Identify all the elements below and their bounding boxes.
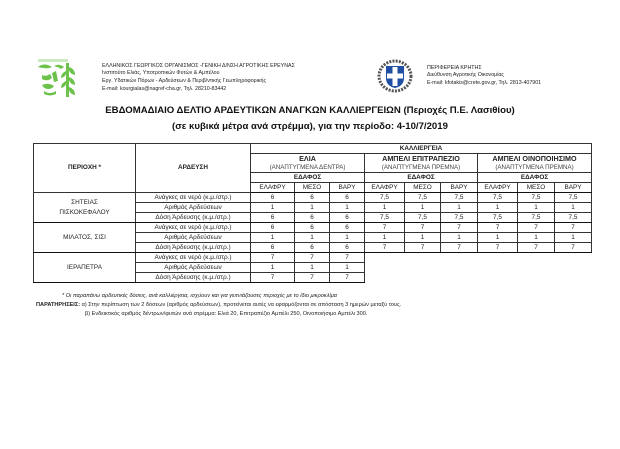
institute-line: Ινστιτούτο Ελιάς, Υποτροπικών Φυτών & Αμπέλου (102, 70, 220, 77)
empty-cell (405, 273, 441, 283)
value-cell: 7 (251, 253, 295, 263)
value-cell: 7 (478, 223, 518, 233)
value-cell: 1 (251, 203, 295, 213)
empty-cell (555, 263, 592, 273)
value-cell: 6 (251, 213, 295, 223)
table-row (34, 193, 592, 203)
institute-line: Εργ. Υδατικών Πόρων - Αρδεύσεων & Περιβ/ντικής Γεωπληροφορικής (102, 78, 267, 84)
value-cell: 7,5 (405, 213, 441, 223)
institute-info (102, 63, 295, 93)
value-cell: 7,5 (518, 213, 555, 223)
soil-light: ΕΛΑΦΡΥ (365, 183, 405, 193)
value-cell: 7 (365, 243, 405, 253)
value-cell: 1 (330, 203, 365, 213)
table-row (34, 223, 592, 233)
irrigation-table (33, 143, 592, 283)
table-row (34, 253, 592, 263)
remark-a-text: α) Στην περίπτωση των 2 δόσεων (αριθμός αρδεύσεων), προτείνεται αυτές να εφαρμόζονται σε απόσταση 3 ημερών μεταξύ τους. (81, 302, 402, 308)
value-cell: 6 (330, 243, 365, 253)
value-cell: 7,5 (518, 193, 555, 203)
value-cell: 7 (518, 223, 555, 233)
value-cell: 6 (330, 223, 365, 233)
value-cell: 7 (295, 253, 330, 263)
header-region: ΠΕΡΙΟΧΗ * (34, 144, 136, 193)
empty-cell (518, 253, 555, 263)
empty-cell (365, 253, 405, 263)
metric-label: Δόση Άρδευσης (κ.μ./στρ.) (136, 273, 251, 283)
value-cell: 6 (295, 193, 330, 203)
soil-label: ΕΔΑΦΟΣ (251, 173, 365, 183)
soil-light: ΕΛΑΦΡΥ (251, 183, 295, 193)
value-cell: 1 (251, 233, 295, 243)
value-cell: 1 (295, 233, 330, 243)
footnote: * Οι παραπάνω αρδευτικές δόσεις, ανά καλλιέργεια, ισχύουν και για γειτνιάζουσες περιοχές με το ίδιο μικροκλίμα (62, 293, 337, 299)
region-name-line: ΣΗΤΕΙΑΣ (71, 198, 98, 206)
empty-cell (441, 263, 478, 273)
soil-medium: ΜΕΣΟ (405, 183, 441, 193)
soil-medium: ΜΕΣΟ (518, 183, 555, 193)
empty-cell (518, 273, 555, 283)
region-name (34, 193, 136, 223)
crop-olive: ΕΛΙΑ (251, 154, 365, 164)
value-cell: 6 (295, 223, 330, 233)
value-cell: 7 (251, 273, 295, 283)
soil-heavy: ΒΑΡΥ (555, 183, 592, 193)
header-crops-group: ΚΑΛΛΙΕΡΓΕΙΑ (251, 144, 592, 154)
soil-label: ΕΔΑΦΟΣ (478, 173, 592, 183)
value-cell: 1 (295, 203, 330, 213)
value-cell: 7,5 (478, 213, 518, 223)
region-name-line: ΜΙΛΑΤΟΣ, ΣΙΣΙ (63, 233, 106, 241)
metric-label: Αριθμός Αρδεύσεων (136, 203, 251, 213)
value-cell: 7 (441, 243, 478, 253)
value-cell: 7 (441, 223, 478, 233)
header-irrigation: ΑΡΔΕΥΣΗ (136, 144, 251, 193)
value-cell: 7 (405, 223, 441, 233)
value-cell: 1 (365, 233, 405, 243)
remarks-label: ΠΑΡΑΤΗΡΗΣΕΙΣ: (36, 302, 81, 308)
value-cell: 1 (251, 263, 295, 273)
value-cell: 1 (441, 203, 478, 213)
header-right (377, 59, 541, 93)
value-cell: 6 (330, 213, 365, 223)
value-cell: 7,5 (365, 213, 405, 223)
value-cell: 7 (295, 273, 330, 283)
value-cell: 7 (365, 223, 405, 233)
value-cell: 1 (555, 233, 592, 243)
soil-heavy: ΒΑΡΥ (330, 183, 365, 193)
value-cell: 7 (405, 243, 441, 253)
value-cell: 6 (251, 193, 295, 203)
value-cell: 7,5 (555, 213, 592, 223)
empty-cell (518, 263, 555, 273)
empty-cell (365, 263, 405, 273)
metric-label: Ανάγκες σε νερό (κ.μ./στρ.) (136, 193, 251, 203)
header-left (34, 57, 295, 99)
metric-label: Δόση Άρδευσης (κ.μ./στρ.) (136, 243, 251, 253)
region-name (34, 223, 136, 253)
hellenic-emblem-icon (377, 59, 413, 93)
value-cell: 6 (330, 193, 365, 203)
document-subtitle: (σε κυβικά μέτρα ανά στρέμμα), για την περίοδο: 4-10/7/2019 (172, 121, 448, 132)
value-cell: 6 (295, 243, 330, 253)
region-department: Διεύθυνση Αγροτικής Οικονομίας (427, 72, 504, 79)
institute-email: E-mail: kourgialas@nagref-cha.gr, Τηλ. 28210-83442 (102, 85, 227, 92)
metric-label: Αριθμός Αρδεύσεων (136, 263, 251, 273)
region-info (427, 65, 541, 88)
crop-wine-grape-sub: (ΑΝΑΠΤΥΓΜΕΝΑ ΠΡΕΜΝΑ) (478, 163, 592, 173)
remark-b-text: β) Ενδεικτικός αριθμός δέντρων/φυτών ανά στρέμμα: Ελιά 20, Επιτραπέζιο Αμπέλι 250, Οινοποιήσιμο Αμπέλι 300. (85, 311, 368, 317)
remarks-a (36, 302, 401, 308)
crop-olive-sub: (ΑΝΑΠΤΥΓΜΕΝΑ ΔΕΝΤΡΑ) (251, 163, 365, 173)
value-cell: 7,5 (555, 193, 592, 203)
empty-cell (478, 253, 518, 263)
region-name: ΠΕΡΙΦΕΡΕΙΑ ΚΡΗΤΗΣ (427, 64, 482, 71)
metric-label: Αριθμός Αρδεύσεων (136, 233, 251, 243)
value-cell: 7 (330, 253, 365, 263)
soil-light: ΕΛΑΦΡΥ (478, 183, 518, 193)
value-cell: 1 (518, 233, 555, 243)
soil-heavy: ΒΑΡΥ (441, 183, 478, 193)
value-cell: 7,5 (478, 193, 518, 203)
value-cell: 7 (478, 243, 518, 253)
value-cell: 1 (478, 233, 518, 243)
value-cell: 6 (251, 243, 295, 253)
value-cell: 1 (518, 203, 555, 213)
metric-label: Ανάγκες σε νερό (κ.μ./στρ.) (136, 253, 251, 263)
empty-cell (478, 263, 518, 273)
value-cell: 1 (555, 203, 592, 213)
value-cell: 1 (330, 263, 365, 273)
value-cell: 7 (518, 243, 555, 253)
value-cell: 1 (295, 263, 330, 273)
region-name (34, 253, 136, 283)
region-name-line: ΠΙΣΚΟΚΕΦΑΛΟΥ (59, 208, 110, 216)
empty-cell (365, 273, 405, 283)
metric-label: Ανάγκες σε νερό (κ.μ./στρ.) (136, 223, 251, 233)
empty-cell (555, 253, 592, 263)
value-cell: 7,5 (405, 193, 441, 203)
region-name-line: ΙΕΡΑΠΕΤΡΑ (67, 263, 102, 271)
empty-cell (405, 263, 441, 273)
value-cell: 7 (330, 273, 365, 283)
soil-label: ΕΔΑΦΟΣ (365, 173, 478, 183)
elgo-dimitra-logo-icon (34, 57, 82, 99)
value-cell: 1 (478, 203, 518, 213)
value-cell: 1 (330, 233, 365, 243)
value-cell: 1 (405, 233, 441, 243)
crop-table-grape-sub: (ΑΝΑΠΤΥΓΜΕΝΑ ΠΡΕΜΝΑ) (365, 163, 478, 173)
institute-line: ΕΛΛΗΝΙΚΟΣ ΓΕΩΡΓΙΚΟΣ ΟΡΓΑΝΙΣΜΟΣ -ΓΕΝΙΚΗ Δ/ΝΣΗ ΑΓΡΟΤΙΚΗΣ ΕΡΕΥΝΑΣ (102, 62, 295, 69)
value-cell: 7,5 (365, 193, 405, 203)
value-cell: 7,5 (441, 213, 478, 223)
value-cell: 6 (295, 213, 330, 223)
crop-wine-grape: ΑΜΠΕΛΙ ΟΙΝΟΠΟΙΗΣΙΜΟ (478, 154, 592, 164)
metric-label: Δόση Άρδευσης (κ.μ./στρ.) (136, 213, 251, 223)
value-cell: 7 (555, 243, 592, 253)
value-cell: 6 (251, 223, 295, 233)
empty-cell (441, 273, 478, 283)
value-cell: 7 (555, 223, 592, 233)
document-title: ΕΒΔΟΜΑΔΙΑΙΟ ΔΕΛΤΙΟ ΑΡΔΕΥΤΙΚΩΝ ΑΝΑΓΚΩΝ ΚΑΛΛΙΕΡΓΕΙΩΝ (Περιοχές Π.Ε. Λασιθίου) (105, 105, 515, 116)
empty-cell (555, 273, 592, 283)
region-email: E-mail: kfotakis@crete.gov.gr, Τηλ. 2813-407901 (427, 79, 542, 86)
empty-cell (441, 253, 478, 263)
empty-cell (478, 273, 518, 283)
empty-cell (405, 253, 441, 263)
value-cell: 7,5 (441, 193, 478, 203)
soil-medium: ΜΕΣΟ (295, 183, 330, 193)
crop-table-grape: ΑΜΠΕΛΙ ΕΠΙΤΡΑΠΕΖΙΟ (365, 154, 478, 164)
value-cell: 1 (441, 233, 478, 243)
value-cell: 1 (365, 203, 405, 213)
value-cell: 1 (405, 203, 441, 213)
